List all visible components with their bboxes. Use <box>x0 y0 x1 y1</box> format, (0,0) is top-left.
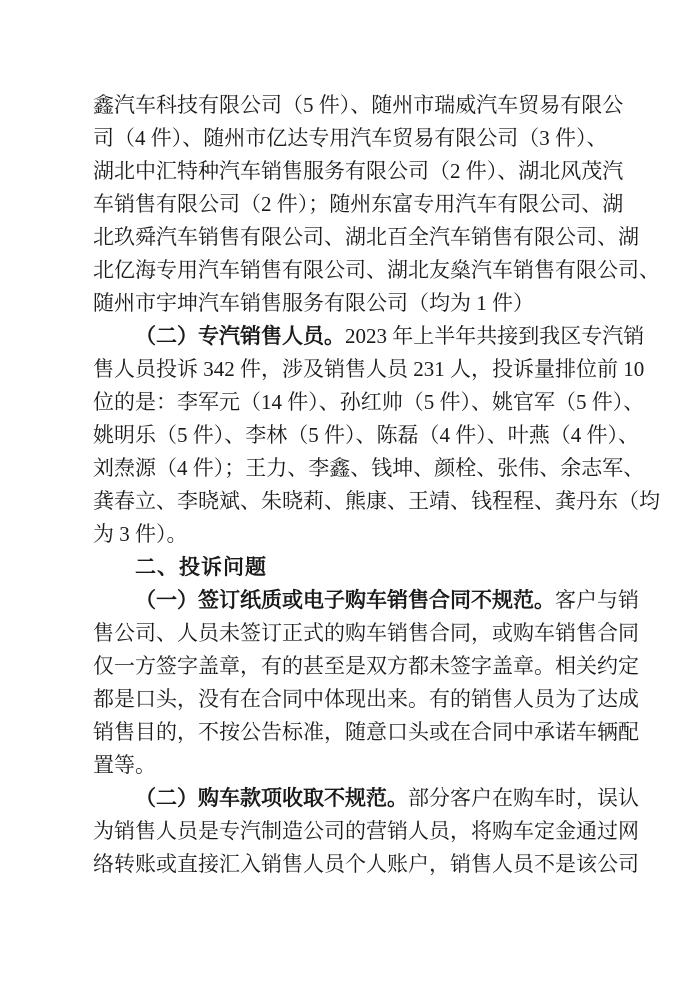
line-text: 车销售有限公司（2 件）；随州东富专用汽车有限公司、湖 <box>93 192 624 216</box>
line-text: 龚春立、李晓斌、朱晓莉、熊康、王靖、钱程程、龚丹东（均 <box>93 489 660 513</box>
line-text: 为销售人员是专汽制造公司的营销人员，将购车定金通过网 <box>93 819 639 843</box>
line-text: 司（4 件）、随州市亿达专用汽车贸易有限公司（3 件）、 <box>93 126 608 150</box>
text-line <box>93 287 597 320</box>
line-text: 北亿海专用汽车销售有限公司、湖北友燊汽车销售有限公司、 <box>93 258 660 282</box>
text-line <box>93 320 645 353</box>
line-text: 姚明乐（5 件）、李林（5 件）、陈磊（4 件）、叶燕（4 件）、 <box>93 423 639 447</box>
text-line <box>93 749 597 782</box>
text-line <box>93 254 660 287</box>
text-line <box>93 188 624 221</box>
line-text: 2023 年上半年共接到我区专汽销 <box>345 324 645 348</box>
line-text: 售人员投诉 342 件，涉及销售人员 231 人，投诉量排位前 10 <box>93 357 645 381</box>
line-text: 仅一方签字盖章，有的甚至是双方都未签字盖章。相关约定 <box>93 654 639 678</box>
text-line <box>93 782 639 815</box>
line-text: 鑫汽车科技有限公司（5 件）、随州市瑞威汽车贸易有限公 <box>93 93 624 117</box>
line-text: 售公司、人员未签订正式的购车销售合同，或购车销售合同 <box>93 621 639 645</box>
line-text: 销售目的，不按公告标准，随意口头或在合同中承诺车辆配 <box>93 720 639 744</box>
bold-lead-in: （一）签订纸质或电子购车销售合同不规范。 <box>135 588 555 612</box>
line-text: 络转账或直接汇入销售人员个人账户，销售人员不是该公司 <box>93 852 639 876</box>
bold-lead-in: （二）专汽销售人员。 <box>135 324 345 348</box>
text-line <box>93 452 645 485</box>
line-text: 北玖舜汽车销售有限公司、湖北百全汽车销售有限公司、湖 <box>93 225 639 249</box>
line-text: 都是口头，没有在合同中体现出来。有的销售人员为了达成 <box>93 687 639 711</box>
line-text: 二、投诉问题 <box>135 556 267 579</box>
text-line <box>93 716 639 749</box>
section-heading <box>93 551 597 584</box>
line-text: 湖北中汇特种汽车销售服务有限公司（2 件）、湖北风茂汽 <box>93 159 624 183</box>
text-line <box>93 221 639 254</box>
text-line <box>93 617 639 650</box>
line-text: 部分客户在购车时，误认 <box>408 786 639 810</box>
text-line <box>93 89 624 122</box>
text-line <box>93 353 645 386</box>
line-text: 置等。 <box>93 753 156 777</box>
line-text: 刘焘源（4 件）；王力、李鑫、钱坤、颜栓、张伟、余志军、 <box>93 456 645 480</box>
line-text: 随州市宇坤汽车销售服务有限公司（均为 1 件） <box>93 291 534 315</box>
text-column <box>93 89 660 881</box>
text-line <box>93 518 597 551</box>
line-text: 为 3 件）。 <box>93 522 188 546</box>
bold-lead-in: （二）购车款项收取不规范。 <box>135 786 408 810</box>
line-text: 位的是：李军元（14 件）、孙红帅（5 件）、姚官军（5 件）、 <box>93 390 645 414</box>
text-line <box>93 584 639 617</box>
text-line <box>93 122 608 155</box>
text-line <box>93 848 639 881</box>
line-text: 客户与销 <box>555 588 639 612</box>
text-line <box>93 485 660 518</box>
text-line <box>93 419 639 452</box>
text-line <box>93 386 645 419</box>
text-line <box>93 683 639 716</box>
text-line <box>93 815 639 848</box>
text-line <box>93 155 624 188</box>
text-line <box>93 650 639 683</box>
